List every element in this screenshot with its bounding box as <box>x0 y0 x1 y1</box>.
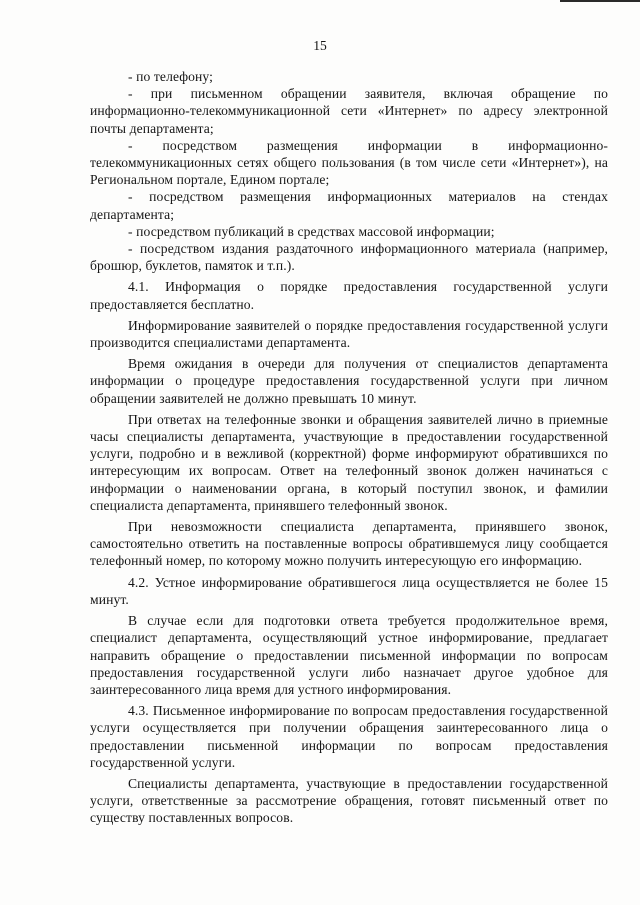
paragraph-stands: - посредством размещения информационных материалов на стендах департамента; <box>90 189 608 222</box>
paragraph-redirect-number: При невозможности специалиста департамента, принявшего звонок, самостоятельно ответить на поставленные вопросы обратившемуся лицу сообщается телефонный номер, по которому можно получить интересующую его информацию. <box>90 519 608 569</box>
paragraph-mass-media: - посредством публикаций в средствах массовой информации; <box>128 223 495 239</box>
scan-edge-mark <box>560 0 640 2</box>
paragraph-phone-answers: При ответах на телефонные звонки и обращения заявителей лично в приемные часы специалисты департамента, участвующие в предоставлении государственной услуги, подробно и в вежливой (корректной) форме информируют обратившихся по интересующим их вопросам. Ответ на телефонный звонок должен начинаться с информации о наименовании органа, в который поступил звонок, и фамилии специалиста департамента, принявшего телефонный звонок. <box>90 411 608 513</box>
paragraph-4-2: 4.2. Устное информирование обратившегося лица осуществляется не более 15 минут. <box>90 574 608 607</box>
paragraph-handouts: - посредством издания раздаточного информационного материала (например, брошюр, буклетов, памяток и т.п.). <box>90 241 608 274</box>
document-body <box>90 68 608 827</box>
paragraph-4-3: 4.3. Письменное информирование по вопросам предоставления государственной услуги осуществляется при получении обращения заинтересованного лица о предоставлении письменной информации по вопросам предоставления государственной услуги. <box>90 703 608 770</box>
page-number: 15 <box>313 38 327 53</box>
paragraph-informing-specialists: Информирование заявителей о порядке предоставления государственной услуги производится специалистами департамента. <box>90 317 608 351</box>
paragraph-internet-posting: - посредством размещения информации в информационно-телекоммуникационных сетях общего пользования (в том числе сети «Интернет»), на Региональном портале, Едином портале; <box>90 137 608 188</box>
paragraph-queue-time: Время ожидания в очереди для получения от специалистов департамента информации о процедуре предоставления государственной услуги при личном обращении заявителей не должно превышать 10 минут. <box>90 356 608 406</box>
paragraph-by-phone: - по телефону; <box>128 69 214 84</box>
paragraph-written-reply: Специалисты департамента, участвующие в предоставлении государственной услуги, ответственные за рассмотрение обращения, готовят письменный ответ по существу поставленных вопросов. <box>90 775 608 826</box>
paragraph-written-request: - при письменном обращении заявителя, включая обращение по информационно-телекоммуникационной сети «Интернет» по адресу электронной почты департамента; <box>90 86 608 136</box>
paragraph-long-answer: В случае если для подготовки ответа требуется продолжительное время, специалист департамента, осуществляющий устное информирование, предлагает направить обращение о предоставлении письменной информации по вопросам предоставления государственной услуги либо назначает другое удобное для заинтересованного лица время для устного информирования. <box>90 613 608 697</box>
paragraph-4-1: 4.1. Информация о порядке предоставления государственной услуги предоставляется бесплатно. <box>90 279 608 312</box>
